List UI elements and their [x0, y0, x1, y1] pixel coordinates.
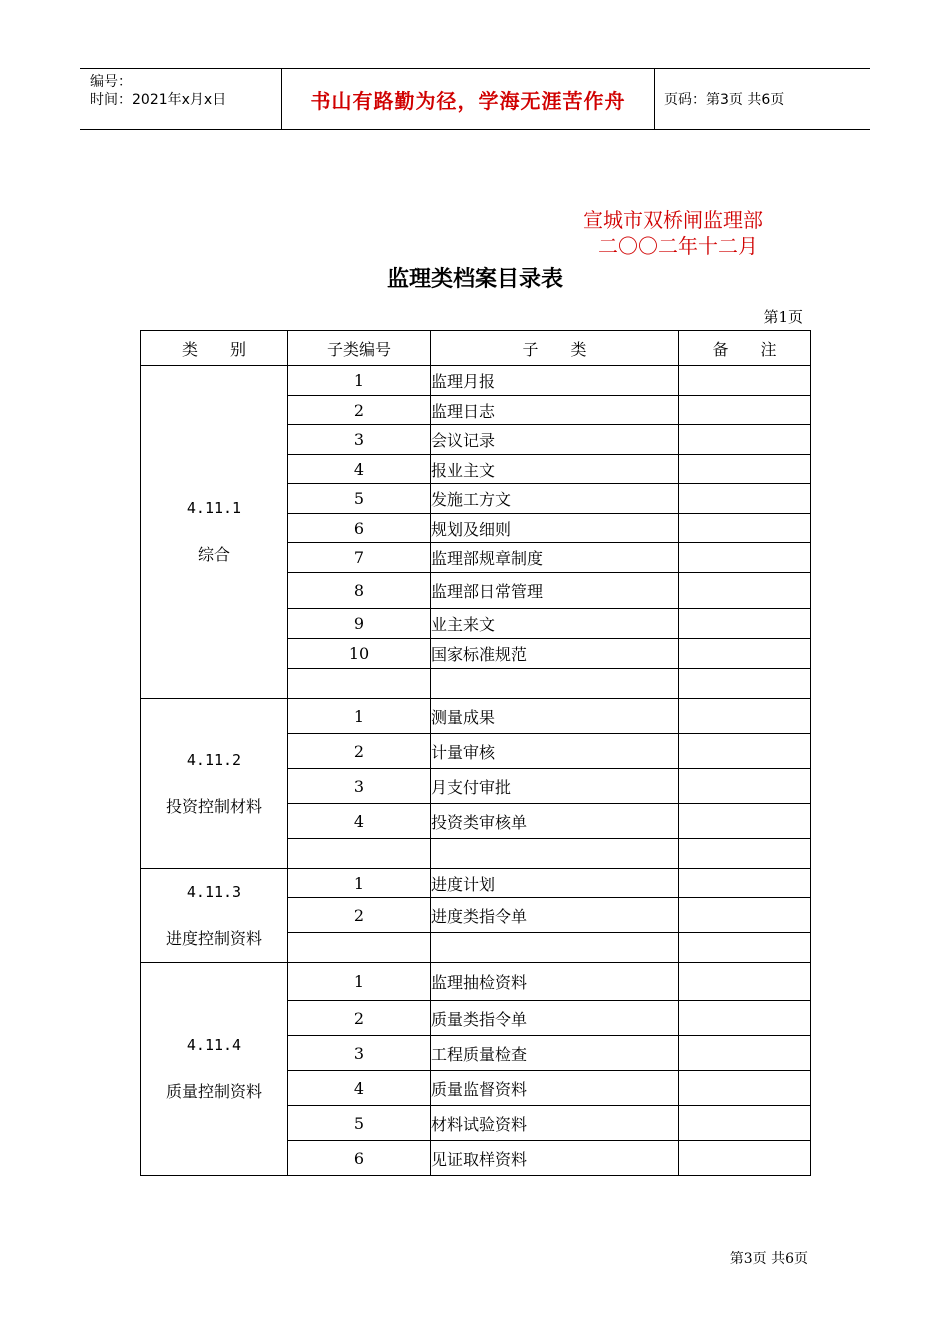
sub-number-cell: [288, 669, 431, 699]
remarks-cell: [679, 514, 811, 543]
motto: 书山有路勤为径，学海无涯苦作舟: [310, 88, 626, 113]
category-name: 综合: [197, 545, 230, 565]
sub-number-cell: 7: [288, 543, 431, 573]
remarks-cell: [679, 366, 811, 396]
sub-category-cell: [431, 839, 679, 869]
remarks-cell: [679, 898, 811, 933]
sub-category-cell: 规划及细则: [431, 514, 679, 543]
sub-category-cell: 投资类审核单: [431, 804, 679, 839]
category-code: 4.11.2: [186, 750, 242, 769]
remarks-cell: [679, 396, 811, 425]
remarks-cell: [679, 609, 811, 639]
category-cell: [141, 366, 288, 699]
time-label: 时间：2021年x月x日: [90, 92, 227, 108]
sub-number-cell: 1: [288, 963, 431, 1001]
category-name: 投资控制材料: [165, 796, 262, 816]
remarks-cell: [679, 839, 811, 869]
remarks-cell: [679, 1106, 811, 1141]
remarks-cell: [679, 669, 811, 699]
sub-category-cell: 质量类指令单: [431, 1001, 679, 1036]
header-sub-number: 子类编号: [288, 331, 431, 366]
category-cell: [141, 869, 288, 963]
sub-category-cell: 测量成果: [431, 699, 679, 734]
sub-number-cell: 6: [288, 514, 431, 543]
sub-category-cell: 监理抽检资料: [431, 963, 679, 1001]
sub-category-cell: 进度计划: [431, 869, 679, 898]
sub-number-cell: 5: [288, 1106, 431, 1141]
table-row: [141, 366, 811, 396]
sub-category-cell: 月支付审批: [431, 769, 679, 804]
sub-number-cell: 3: [288, 769, 431, 804]
table-body: [141, 366, 811, 1176]
remarks-cell: [679, 869, 811, 898]
sub-number-cell: 1: [288, 699, 431, 734]
remarks-cell: [679, 1036, 811, 1071]
remarks-cell: [679, 1141, 811, 1176]
table-header-row: [141, 331, 811, 366]
sub-number-cell: 8: [288, 573, 431, 609]
remarks-cell: [679, 455, 811, 484]
sub-category-cell: 计量审核: [431, 734, 679, 769]
sub-number-cell: 4: [288, 1071, 431, 1106]
sub-number-cell: [288, 933, 431, 963]
header-motto-cell: [281, 69, 655, 129]
sub-number-cell: 3: [288, 425, 431, 455]
table-row: [141, 699, 811, 734]
sub-category-cell: 监理部日常管理: [431, 573, 679, 609]
sub-category-cell: 进度类指令单: [431, 898, 679, 933]
document-title: 监理类档案目录表: [386, 267, 563, 292]
category-code: 4.11.4: [186, 1036, 242, 1055]
org-name: 宣城市双桥闸监理部: [583, 208, 763, 232]
sub-number-cell: 1: [288, 366, 431, 396]
sub-category-cell: 监理日志: [431, 396, 679, 425]
sub-category-cell: 监理部规章制度: [431, 543, 679, 573]
category-cell: [141, 963, 288, 1176]
sub-number-cell: 1: [288, 869, 431, 898]
header-sub-category: 子 类: [431, 331, 679, 366]
remarks-cell: [679, 484, 811, 514]
remarks-cell: [679, 734, 811, 769]
sub-number-cell: 9: [288, 609, 431, 639]
remarks-cell: [679, 425, 811, 455]
category-name: 进度控制资料: [165, 928, 262, 948]
sub-number-cell: 4: [288, 804, 431, 839]
category-name: 质量控制资料: [165, 1082, 262, 1102]
sub-category-cell: 工程质量检查: [431, 1036, 679, 1071]
sub-category-cell: [431, 933, 679, 963]
catalog-table: [140, 330, 811, 1176]
category-cell: [141, 699, 288, 869]
remarks-cell: [679, 963, 811, 1001]
remarks-cell: [679, 769, 811, 804]
remarks-cell: [679, 1001, 811, 1036]
header-category: 类 别: [141, 331, 288, 366]
header-page-info: 页码：第3页 共6页: [664, 92, 785, 108]
sub-category-cell: 国家标准规范: [431, 639, 679, 669]
page-header: [80, 68, 870, 130]
table-row: [141, 869, 811, 898]
remarks-cell: [679, 573, 811, 609]
sub-number-cell: 3: [288, 1036, 431, 1071]
sub-category-cell: 会议记录: [431, 425, 679, 455]
header-page-info-cell: [654, 69, 870, 129]
sub-category-cell: [431, 669, 679, 699]
sub-number-cell: 4: [288, 455, 431, 484]
remarks-cell: [679, 699, 811, 734]
sub-category-cell: 见证取样资料: [431, 1141, 679, 1176]
sub-number-cell: 6: [288, 1141, 431, 1176]
page-footer: 第3页 共6页: [729, 1251, 808, 1267]
sub-number-cell: 5: [288, 484, 431, 514]
remarks-cell: [679, 639, 811, 669]
table-row: [141, 963, 811, 1001]
sub-category-cell: 业主来文: [431, 609, 679, 639]
table-page-label: 第1页: [763, 308, 803, 326]
sub-category-cell: 质量监督资料: [431, 1071, 679, 1106]
sub-number-cell: 2: [288, 898, 431, 933]
header-meta: [80, 69, 280, 129]
remarks-cell: [679, 933, 811, 963]
sub-category-cell: 材料试验资料: [431, 1106, 679, 1141]
remarks-cell: [679, 543, 811, 573]
sub-number-cell: 2: [288, 734, 431, 769]
remarks-cell: [679, 804, 811, 839]
category-code: 4.11.3: [186, 882, 242, 901]
sub-category-cell: 发施工方文: [431, 484, 679, 514]
category-code: 4.11.1: [186, 499, 242, 518]
number-label: 编号：: [90, 74, 132, 90]
sub-category-cell: 监理月报: [431, 366, 679, 396]
org-date: 二〇〇二年十二月: [598, 234, 758, 258]
remarks-cell: [679, 1071, 811, 1106]
sub-number-cell: [288, 839, 431, 869]
sub-number-cell: 2: [288, 396, 431, 425]
sub-number-cell: 2: [288, 1001, 431, 1036]
sub-number-cell: 10: [288, 639, 431, 669]
header-remarks: 备 注: [679, 331, 811, 366]
sub-category-cell: 报业主文: [431, 455, 679, 484]
